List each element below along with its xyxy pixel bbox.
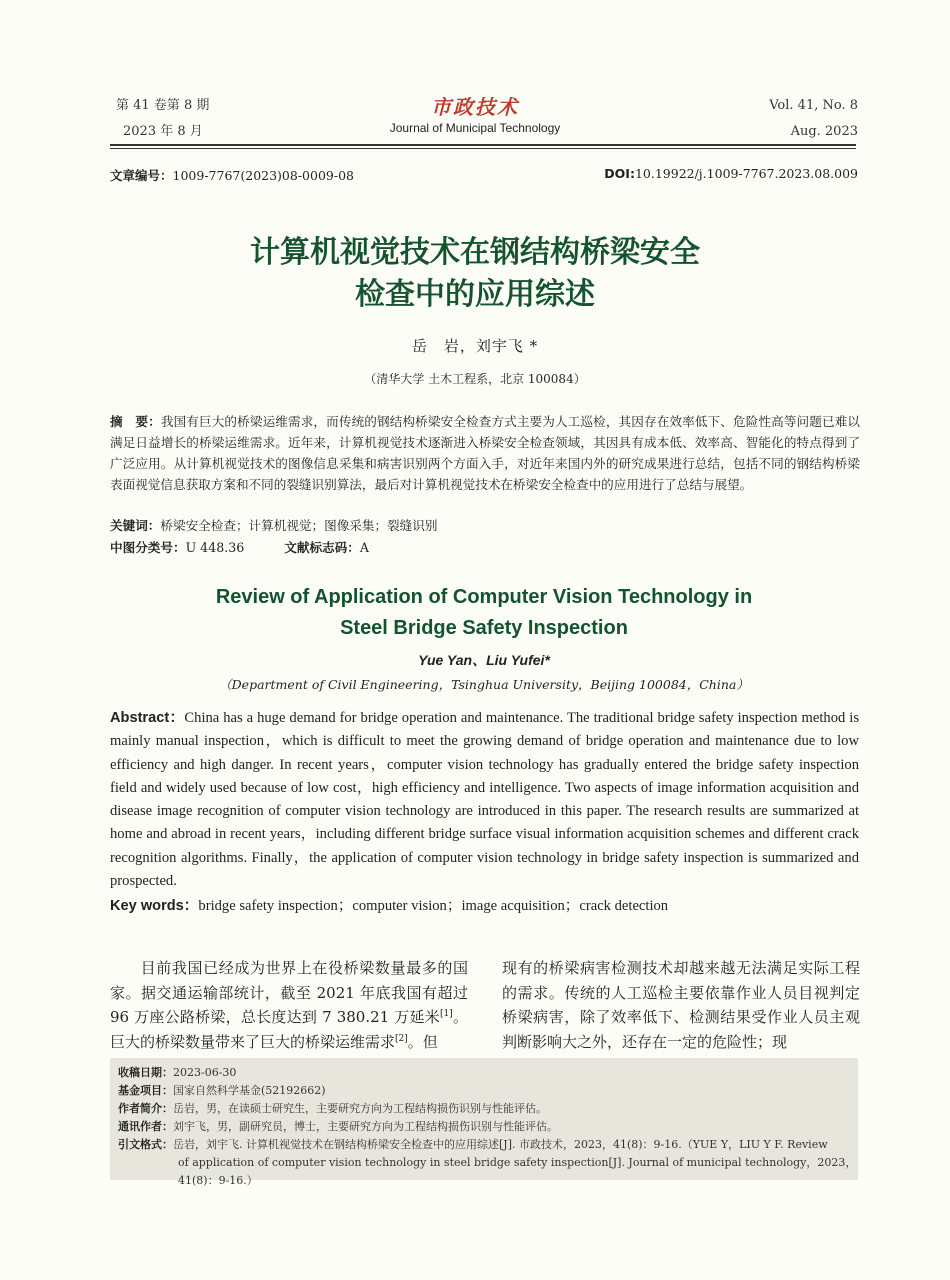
keywords-en-label: Key words：: [110, 898, 199, 914]
affiliation-en: （Department of Civil Engineering，Tsinghua University，Beijing 100084，China）: [219, 677, 749, 692]
doi: [604, 166, 858, 181]
affiliation-cn: （清华大学 土木工程系，北京 100084）: [364, 372, 586, 386]
corr-label: 通讯作者：: [118, 1120, 173, 1133]
keywords-en-text: bridge safety inspection；computer vision；image acquisition；crack detection: [198, 898, 669, 914]
fund-label: 基金项目：: [118, 1084, 173, 1097]
abstract-cn-label: 摘 要：: [110, 414, 161, 429]
corr-value: 刘宇飞，男，副研究员，博士，主要研究方向为工程结构损伤识别与性能评估。: [173, 1120, 558, 1133]
abstract-cn-text: 我国有巨大的桥梁运维需求，而传统的钢结构桥梁安全检查方式主要为人工巡检，其因存在效率低下、危险性高等问题已难以满足日益增长的桥梁运维需求。近年来，计算机视觉技术逐渐进入桥梁安全检查领域，其因具有成本低、效率高、智能化的特点得到了广泛应用。从计算机视觉技术的图像信息采集和病害识别两个方面入手，对近年来国内外的研究成果进行总结，包括不同的钢结构桥梁表面视觉信息获取方案和不同的裂缝识别算法，最后对计算机视觉技术在桥梁安全检查中的应用进行了总结与展望。: [110, 414, 861, 492]
received-date: [118, 1064, 236, 1082]
received-value: 2023-06-30: [173, 1066, 237, 1079]
citation-ref-1: [1]: [439, 1009, 453, 1019]
abstract-cn: [110, 411, 860, 495]
cite-line-2: of application of computer vision technology in steel bridge safety inspection[J]. Journal of municipal technology，2023，41(8)：9-16.）: [178, 1156, 857, 1187]
citation-format: [118, 1136, 828, 1154]
keywords-en: [110, 895, 859, 918]
corresponding-author: [118, 1118, 558, 1136]
cite-line-1: 岳岩，刘宇飞. 计算机视觉技术在钢结构桥梁安全检查中的应用综述[J]. 市政技术，2023，41(8)：9-16.（YUE Y，LIU Y F. Review: [173, 1138, 828, 1151]
keywords-cn-text: 桥梁安全检查；计算机视觉；图像采集；裂缝识别: [160, 518, 438, 533]
journal-name-en: Journal of Municipal Technology: [389, 121, 561, 135]
author-bio: [118, 1100, 547, 1118]
keywords-cn: [110, 516, 860, 536]
english-title-line-1: Review of Application of Computer Vision Technology in: [215, 586, 753, 608]
doc-code-label: 文献标志码：: [284, 540, 360, 555]
keywords-cn-label: 关键词：: [110, 518, 161, 533]
english-title-line-2: Steel Bridge Safety Inspection: [340, 617, 628, 639]
cite-label: 引文格式：: [118, 1138, 173, 1151]
author-bio-value: 岳岩，男，在读硕士研究生，主要研究方向为工程结构损伤识别与性能评估。: [173, 1102, 547, 1115]
page-title: [0, 232, 950, 316]
classification: [110, 538, 369, 558]
volume-en: Vol. 41, No. 8: [769, 98, 858, 113]
body-column-left: [110, 956, 468, 1054]
clc-label: 中图分类号：: [110, 540, 186, 555]
doi-label: DOI:: [604, 166, 635, 181]
body-right-text: 现有的桥梁病害检测技术却越来越无法满足实际工程的需求。传统的人工巡检主要依靠作业人员目视判定桥梁病害，除了效率低下、检测结果受作业人员主观判断影响大之外，还存在一定的危险性；现: [502, 959, 860, 1051]
fund-value: 国家自然科学基金(52192662): [173, 1084, 326, 1097]
header-rule: [110, 144, 856, 146]
body-column-right: [502, 956, 860, 1054]
article-number-label: 文章编号：: [110, 168, 173, 183]
body-left-text-a: 目前我国已经成为世界上在役桥梁数量最多的国家。据交通运输部统计，截至 2021 年底我国有超过 96 万座公路桥梁，总长度达到 7 380.21 万延米: [110, 959, 468, 1026]
doc-code-value: A: [359, 540, 369, 555]
authors-cn: 岳 岩，刘宇飞 *: [411, 337, 539, 355]
header-rule-thin: [110, 148, 856, 149]
clc-value: U 448.36: [185, 540, 245, 555]
abstract-en-label: Abstract：: [110, 710, 185, 726]
header-volume-en: [769, 93, 858, 145]
citation-ref-2: [2]: [395, 1033, 408, 1044]
body-left-text-c: 。但: [407, 1032, 438, 1051]
doi-value: 10.19922/j.1009-7767.2023.08.009: [634, 166, 858, 181]
abstract-en: [110, 707, 859, 893]
author-bio-label: 作者简介：: [118, 1102, 173, 1115]
title-line-1: 计算机视觉技术在钢结构桥梁安全: [250, 235, 700, 270]
abstract-en-text: China has a huge demand for bridge operation and maintenance. The traditional bridge safety inspection method is mainly manual inspection，which is difficult to meet the growing demand of bridge operation and maintenance due to low efficiency and high danger. In recent years，computer vision technology has gradually entered the bridge safety inspection field and widely used because of low cost，high efficiency and intelligence. Two aspects of image information acquisition and disease image recognition of computer vision technology are introduced in this paper. The research results are summarized at home and abroad in recent years，including different bridge surface visual information acquisition schemes and different crack recognition algorithms. Finally，the application of computer vision technology in bridge safety inspection is summarized and prospected.: [110, 710, 860, 890]
title-line-2: 检查中的应用综述: [355, 277, 595, 312]
volume-cn: 第 41 卷第 8 期: [116, 98, 210, 113]
english-title: [0, 582, 950, 644]
journal-logo: 市政技术: [431, 95, 519, 119]
authors-en: Yue Yan、Liu Yufei*: [418, 652, 550, 668]
received-label: 收稿日期：: [118, 1066, 173, 1079]
date-en: Aug. 2023: [790, 124, 858, 139]
article-number: [110, 166, 354, 184]
fund-info: [118, 1082, 326, 1100]
date-cn: 2023 年 8 月: [123, 124, 203, 139]
article-info-box: [110, 1058, 858, 1187]
article-number-value: 1009-7767(2023)08-0009-08: [172, 168, 354, 183]
body-left-text-b: 。巨大的桥梁数量带来了巨大的桥梁运维需求: [110, 1008, 468, 1051]
